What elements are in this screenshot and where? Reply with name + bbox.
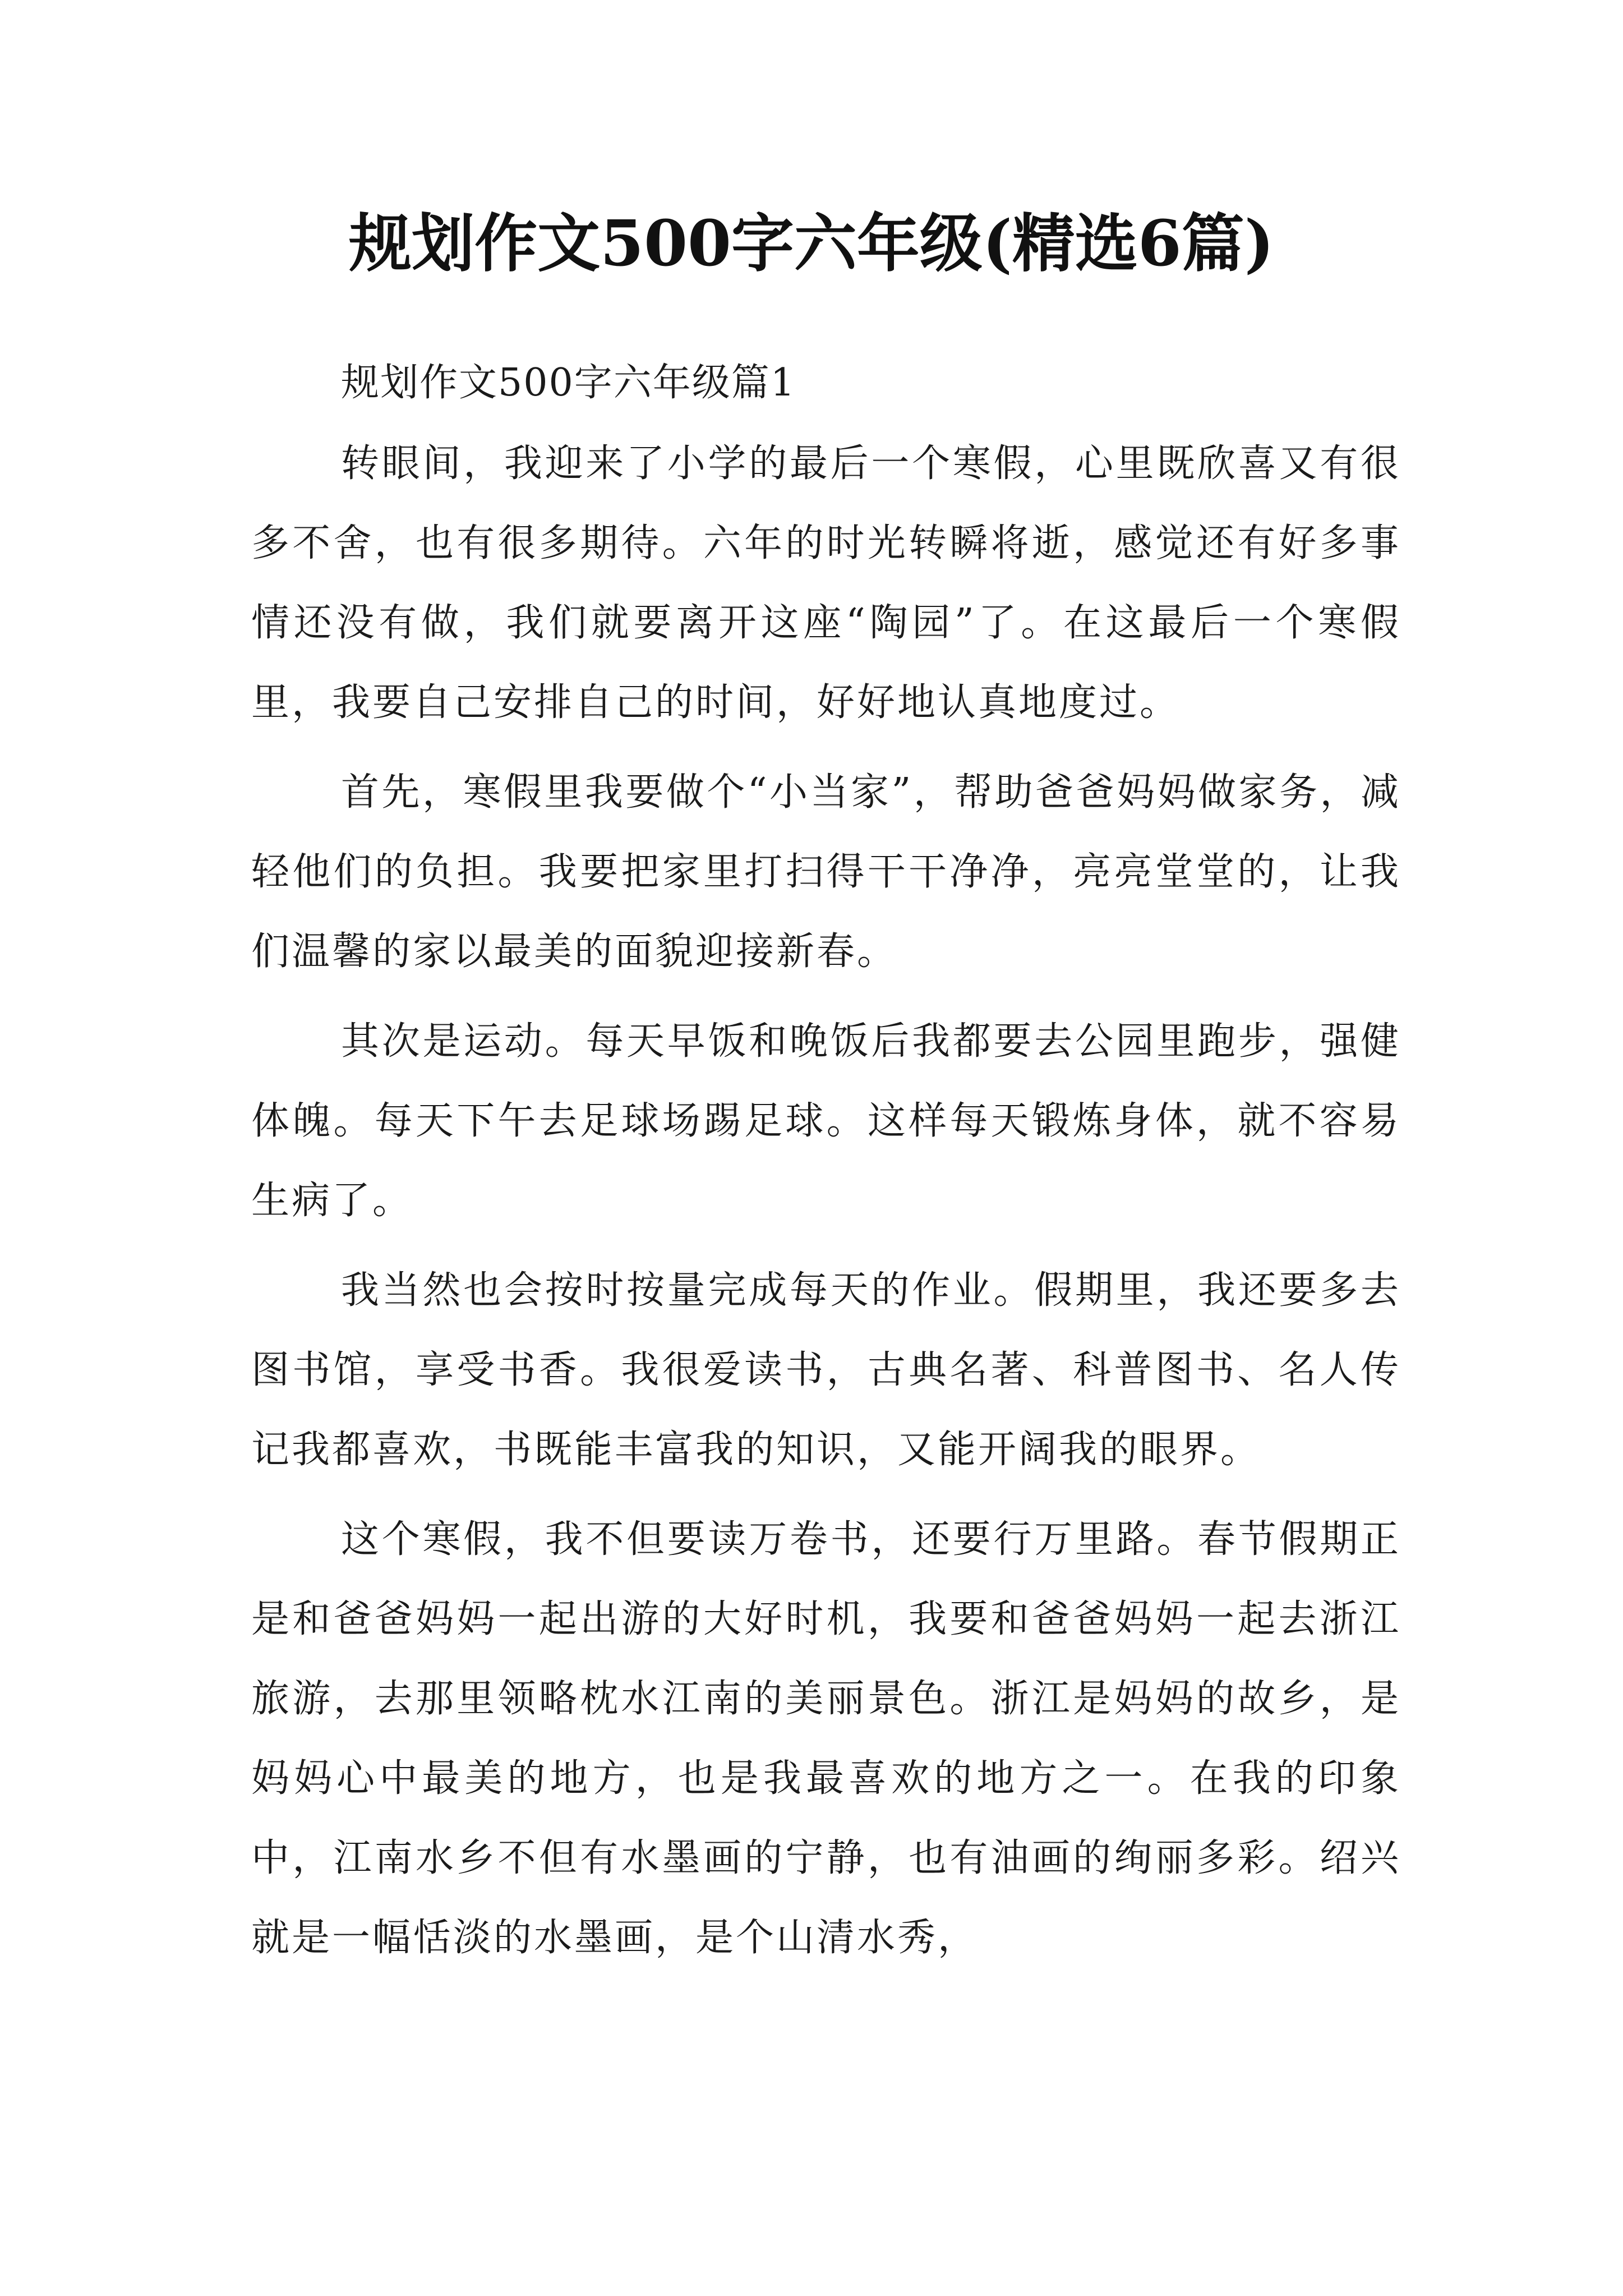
paragraph: 转眼间，我迎来了小学的最后一个寒假，心里既欣喜又有很多不舍，也有很多期待。六年的时光转瞬将逝，感觉还有好多事情还没有做，我们就要离开这座“陶园”了。在这最后一个寒假里，我要自己安排自己的时间，好好地认真地度过。 [251,441,1401,725]
paragraph: 这个寒假，我不但要读万卷书，还要行万里路。春节假期正是和爸爸妈妈一起出游的大好时机，我要和爸爸妈妈一起去浙江旅游，去那里领略枕水江南的美丽景色。浙江是妈妈的故乡，是妈妈心中最美的地方，也是我最喜欢的地方之一。在我的印象中，江南水乡不但有水墨画的宁静，也有油画的绚丽多彩。绍兴就是一幅恬淡的水墨画，是个山清水秀， [251,1517,1401,1960]
section-heading: 规划作文500字六年级篇1 [341,361,796,405]
paragraph: 首先，寒假里我要做个“小当家”，帮助爸爸妈妈做家务，减轻他们的负担。我要把家里打扫得干干净净，亮亮堂堂的，让我们温馨的家以最美的面貌迎接新春。 [251,770,1401,974]
document-title: 规划作文500字六年级(精选6篇) [349,207,1274,280]
document-body [251,343,1401,1988]
paragraph: 其次是运动。每天早饭和晚饭后我都要去公园里跑步，强健体魄。每天下午去足球场踢足球。这样每天锻炼身体，就不容易生病了。 [251,1019,1401,1223]
paragraph: 我当然也会按时按量完成每天的作业。假期里，我还要多去图书馆，享受书香。我很爱读书，古典名著、科普图书、名人传记我都喜欢，书既能丰富我的知识，又能开阔我的眼界。 [251,1268,1401,1472]
